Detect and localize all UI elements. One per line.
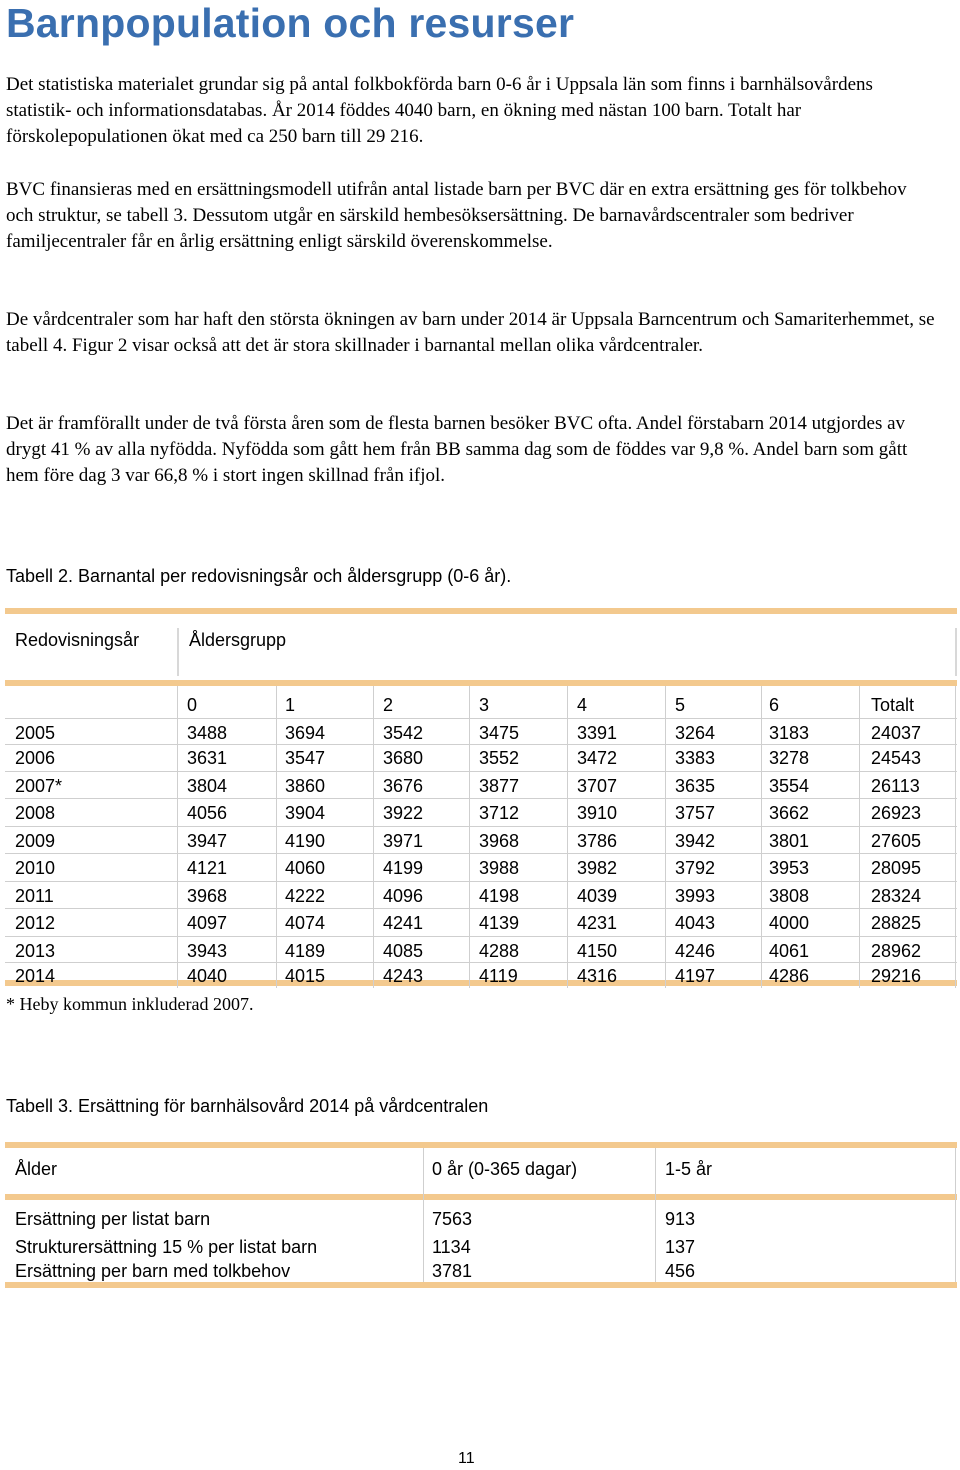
table-cell: 3947 [187,831,228,851]
table-cell: 28825 [871,913,922,933]
table-cell: 28962 [871,941,922,961]
column-header: 1 [285,695,296,715]
table-row [5,828,957,854]
table2-footnote: * Heby kommun inkluderad 2007. [6,994,254,1014]
table-cell: 4139 [479,913,520,933]
column-header: Totalt [871,695,915,715]
table-cell: 3278 [769,748,810,768]
table-row [5,963,957,989]
row-year: 2009 [15,831,56,851]
table-row [5,745,957,771]
table-cell: 4243 [383,966,424,986]
table-row [5,773,957,799]
table-cell: 3552 [479,748,520,768]
table-cell: 4241 [383,913,424,933]
table-cell: 3547 [285,748,326,768]
table-cell: 4288 [479,941,520,961]
table-cell: 3993 [675,886,716,906]
column-divider [955,1148,956,1282]
row-divider [5,908,957,909]
table-cell: 28324 [871,886,922,906]
header-redovisningsar: Redovisningsår [15,630,140,650]
table-row [5,938,957,964]
table-cell: 3804 [187,776,228,796]
table-cell: 24543 [871,748,922,768]
table-cell: 3943 [187,941,228,961]
table-cell: 4097 [187,913,228,933]
row-year: 2014 [15,966,56,986]
table-cell: 3676 [383,776,424,796]
table-cell: 28095 [871,858,922,878]
column-divider [423,1148,424,1282]
table-cell: 4085 [383,941,424,961]
table2-caption: Tabell 2. Barnantal per redovisningsår och åldersgrupp (0-6 år). [6,566,512,586]
header-right-border [955,628,957,676]
table-cell: 4222 [285,886,326,906]
table3-caption: Tabell 3. Ersättning för barnhälsovård 2014 på vårdcentralen [6,1096,489,1116]
column-divider [665,686,666,988]
table-cell: 24037 [871,723,922,743]
table-cell: 3988 [479,858,520,878]
table-row [5,1206,957,1232]
table-row [5,883,957,909]
table-cell: Ersättning per listat barn [15,1209,211,1229]
row-divider [5,718,957,719]
table-cell: 29216 [871,966,922,986]
paragraph-growth: De vårdcentraler som har haft den största ökningen av barn under 2014 är Uppsala Barncentrum och Samariterhemmet, se tabell 4. Figur 2 visar också att det är stora skillnader i barnantal mellan olika vårdcentraler. [6,309,935,356]
row-year: 2006 [15,748,56,768]
row-divider [5,771,957,772]
table3-header-row [5,1156,957,1182]
row-divider [5,881,957,882]
table-cell: 3801 [769,831,810,851]
table-cell: 3488 [187,723,228,743]
column-header: 1-5 år [665,1159,713,1179]
column-header: Ålder [15,1159,58,1179]
paragraph-newborns: Det är framförallt under de två första åren som de flesta barnen besöker BVC ofta. Andel förstabarn 2014 utgjordes av drygt 41 % av alla nyfödda. Nyfödda som gått hem från BB samma dag som de föddes var 9,8 %. Andel barn som gått hem före dag 3 var 66,8 % i stort ingen skillnad från ifjol. [6,413,908,486]
table-row [5,1258,957,1284]
page-number: 11 [458,1450,475,1467]
row-divider [5,962,957,963]
table-cell: 3877 [479,776,520,796]
table-cell: 3542 [383,723,424,743]
table-row [5,1234,957,1260]
table-cell: 4039 [577,886,618,906]
table-cell: 3910 [577,803,618,823]
row-year: 2013 [15,941,56,961]
table-cell: 4246 [675,941,716,961]
table-cell: 456 [665,1261,696,1281]
row-year: 2010 [15,858,56,878]
table-cell: 3786 [577,831,618,851]
table-cell: 4096 [383,886,424,906]
table-cell: 4197 [675,966,716,986]
table-cell: 137 [665,1237,696,1257]
column-divider [276,686,277,988]
table-cell: 3662 [769,803,810,823]
table-cell: 4000 [769,913,810,933]
table-cell: 4043 [675,913,716,933]
row-year: 2005 [15,723,56,743]
table-cell: 1134 [432,1237,471,1257]
table-cell: 4231 [577,913,618,933]
column-header: 3 [479,695,490,715]
row-year: 2008 [15,803,56,823]
table-cell: 3554 [769,776,810,796]
table-row [5,800,957,826]
row-divider [5,798,957,799]
column-divider [373,686,374,988]
table-cell: 3264 [675,723,716,743]
table-cell: 3707 [577,776,618,796]
table-cell: 4189 [285,941,326,961]
table-cell: 3475 [479,723,520,743]
table-cell: 3942 [675,831,716,851]
paragraph-intro: Det statistiska materialet grundar sig på antal folkbokförda barn 0-6 år i Uppsala län som finns i barnhälsovårdens statistik- och informationsdatabas. År 2014 föddes 4040 barn, en ökning med nästan 100 barn. Totalt har förskolepopulationen ökat med ca 250 barn till 29 216. [6,74,873,147]
table-cell: 4121 [187,858,228,878]
table-cell: 3635 [675,776,716,796]
page-title: Barnpopulation och resurser [6,0,575,46]
row-year: 2011 [15,886,54,906]
table-cell: 3183 [769,723,810,743]
table-ersattning [5,1142,957,1288]
column-header: 4 [577,695,588,715]
table-cell: 4060 [285,858,326,878]
table-cell: 4015 [285,966,326,986]
row-divider [5,826,957,827]
table-cell: Ersättning per barn med tolkbehov [15,1261,291,1281]
table-cell: 3383 [675,748,716,768]
column-header: 0 år (0-365 dagar) [432,1159,578,1179]
table-cell: 3922 [383,803,424,823]
table2-header-rule [5,680,957,686]
header-aldersgrupp: Åldersgrupp [189,630,287,650]
column-divider [655,1148,656,1282]
table2-header [5,628,957,678]
table-cell: 3694 [285,723,326,743]
table-cell: 4061 [769,941,810,961]
table-cell: 3792 [675,858,716,878]
table-cell: 4190 [285,831,326,851]
table-cell: 27605 [871,831,922,851]
table-cell: 4040 [187,966,228,986]
table-cell: 3712 [479,803,520,823]
table-cell: 3472 [577,748,618,768]
table-cell: 3680 [383,748,424,768]
column-divider [955,686,956,988]
table-cell: 4056 [187,803,228,823]
table-cell: 3757 [675,803,716,823]
table-cell: 3391 [577,723,618,743]
column-header: 2 [383,695,394,715]
table-cell: 4150 [577,941,618,961]
table-cell: 3904 [285,803,326,823]
table-cell: 3982 [577,858,618,878]
table-cell: 26113 [871,776,920,796]
table-cell: 4286 [769,966,810,986]
table-cell: 3968 [479,831,520,851]
table-cell: 4198 [479,886,520,906]
column-divider [177,686,178,988]
table-cell: 4199 [383,858,424,878]
row-divider [5,853,957,854]
table-cell: 3781 [432,1261,473,1281]
table-cell: 4316 [577,966,618,986]
column-header: 0 [187,695,198,715]
table-row [5,910,957,936]
paragraph-financing: BVC finansieras med en ersättningsmodell utifrån antal listade barn per BVC där en extra ersättning ges för tolkbehov och struktur, se tabell 3. Dessutom utgår en särskild hembesöksersättning. De barnavårdscentraler som bedriver familjecentraler får en årlig ersättning enligt särskild överenskommelse. [6,179,907,252]
table-cell: 3631 [187,748,228,768]
table-cell: 3971 [383,831,424,851]
column-divider [761,686,762,988]
header-divider [177,628,179,676]
table2-column-header-row [5,692,957,718]
row-divider [5,744,957,745]
table-barnantal [5,608,957,986]
table-cell: 4074 [285,913,326,933]
column-divider [859,686,860,988]
column-header: 6 [769,695,780,715]
table-cell: 7563 [432,1209,473,1229]
table-row [5,720,957,746]
table-cell: 3860 [285,776,326,796]
table-cell: 3953 [769,858,810,878]
table-cell: 3808 [769,886,810,906]
table3-header-rule [5,1194,957,1200]
column-divider [567,686,568,988]
table-cell: 3968 [187,886,228,906]
table-cell: 26923 [871,803,922,823]
column-header: 5 [675,695,686,715]
table-cell: 4119 [479,966,518,986]
table-cell: 913 [665,1209,696,1229]
row-year: 2007* [15,776,63,796]
table-row [5,855,957,881]
row-divider [5,936,957,937]
row-year: 2012 [15,913,56,933]
column-divider [469,686,470,988]
table-cell: Strukturersättning 15 % per listat barn [15,1237,318,1257]
